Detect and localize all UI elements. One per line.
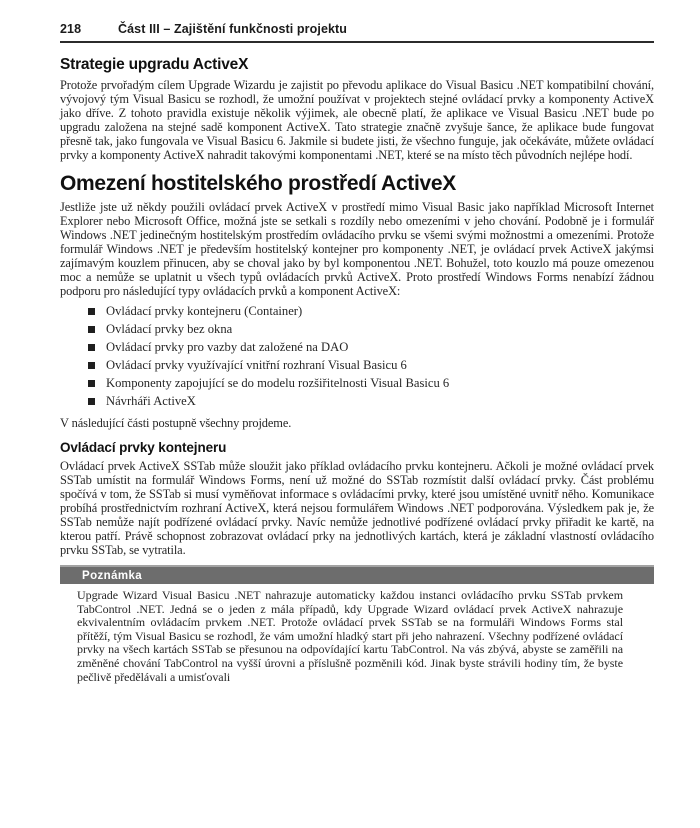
square-bullet-icon (88, 326, 95, 333)
square-bullet-icon (88, 380, 95, 387)
list-item-label: Ovládací prvky využívající vnitřní rozhraní Visual Basicu 6 (106, 358, 407, 372)
running-header-title: Část III – Zajištění funkčnosti projektu (118, 22, 348, 36)
list-item-label: Ovládací prvky pro vazby dat založené na DAO (106, 340, 349, 354)
list-item-label: Ovládací prvky kontejneru (Container) (106, 304, 303, 318)
list-item (88, 304, 654, 322)
note-label: Poznámka (82, 569, 143, 582)
closing-line: V následující části postupně všechny projdeme. (60, 416, 292, 430)
list-item (88, 340, 654, 358)
list-item (88, 376, 654, 394)
list-item (88, 394, 654, 412)
section-heading-strategie: Strategie upgradu ActiveX (60, 56, 249, 73)
subsection-heading-kontejnery: Ovládací prvky kontejneru (60, 440, 227, 455)
square-bullet-icon (88, 344, 95, 351)
note-header-bar (60, 565, 654, 584)
list-item (88, 322, 654, 340)
running-header (60, 22, 654, 43)
paragraph-kontejnery: Ovládací prvek ActiveX SSTab může sloužit jako příklad ovládacího prvku kontejneru. Ačkoli je možné ovládací prvek SSTab umístit na formulář Windows Forms, není už možné do SSTab rozmístit další ovládací prvky. Část problému spočívá v tom, že SSTab si musí vyměňovat informace s ovládacími prvky, které jsou umístěné uvnitř něho. Komunikace probíhá prostřednictvím rozhraní ActiveX, která nejsou formulářem Windows .NET podporována. Výsledkem pak je, že SSTab nemůže najít podřízené ovládací prvky. Navíc nemůže jednotlivé podřízené ovládací prvky přiřadit ke kartě, na kterou patří. Právě schopnost zobrazovat ovládací prky na jednotlivých kartách, která je základní vlastností ovládacího prvku SSTab, se vytratila. (60, 459, 654, 557)
square-bullet-icon (88, 308, 95, 315)
list-item-label: Ovládací prvky bez okna (106, 322, 233, 336)
unsupported-activex-list (88, 304, 654, 412)
chapter-heading-omezeni: Omezení hostitelského prostředí ActiveX (60, 172, 456, 195)
paragraph-omezeni-intro: Jestliže jste už někdy použili ovládací prvek ActiveX v prostředí mimo Visual Basic jako například Microsoft Internet Explorer nebo Microsoft Office, možná jste se setkali s rozdíly nebo omezeními v jeho chování. Podobně je i formulář Windows .NET jedinečným hostitelským prostředím ovládacího prvku se všemi svými možnostmi a omezeními. Protože formulář Windows .NET je především hostitelský kontejner pro komponenty .NET, je ovládací prvek ActiveX jakýmsi zajímavým kouzlem přinucen, aby se choval jako by byl komponentou .NET. Bohužel, toto kouzlo má pouze omezenou moc a nemůže se uplatnit u všech typů ovládacích prvků ActiveX. Proto prostředí Windows Forms nenabízí žádnou podporu pro následující typy ovládacích prvků a komponent ActiveX: (60, 200, 654, 298)
square-bullet-icon (88, 398, 95, 405)
list-item-label: Komponenty zapojující se do modelu rozšiřitelnosti Visual Basicu 6 (106, 376, 450, 390)
list-item (88, 358, 654, 376)
square-bullet-icon (88, 362, 95, 369)
page-content (60, 22, 654, 684)
paragraph-strategie: Protože prvořadým cílem Upgrade Wizardu je zajistit po převodu aplikace do Visual Basicu .NET kompatibilní chování, vývojový tým Visual Basicu se rozhodl, že umožní používat v projektech stejné ovládací prvky a komponenty ActiveX jako dříve. Z tohoto pravidla existuje několik výjimek, ale obecně platí, že aplikace ve Visual Basicu .NET bude po upgradu založena na stejné sadě komponent ActiveX. Tato strategie značně zvyšuje šance, že aplikace bude fungovat přesně tak, jako fungovala ve Visual Basicu 6. Jakmile si budete jisti, že všechno funguje, jak očekáváte, můžete ovládací prvky a komponenty ActiveX nahradit takovými komponentami .NET, které se na místo těch původních nejlépe hodí. (60, 78, 654, 162)
note-text: Upgrade Wizard Visual Basicu .NET nahrazuje automaticky každou instanci ovládacího prvku SSTab prvkem TabControl .NET. Jedná se o jeden z mála případů, kdy Upgrade Wizard ovládací prvek ActiveX nahrazuje ekvivalentním ovládacím prvkem .NET. Protože ovládací prvek SSTab se na formuláři Windows Forms stal přítěží, tým Visual Basicu se rozhodl, že vám umožní hladký start při jeho nahrazení. Všechny podřízené ovládací prvky na všech kartách SSTab se přesunou na odpovídající kartu TabControl. Na vás zbývá, abyste se zaměřili na změněné chování TabControl na vyšší úrovni a příslušně pozměnili kód. Jinak byste strávili hodiny tím, že byste pečlivě předělávali a umisťovali (77, 588, 623, 684)
note-box (60, 565, 654, 684)
page-number: 218 (60, 22, 82, 36)
list-item-label: Návrháři ActiveX (106, 394, 196, 408)
